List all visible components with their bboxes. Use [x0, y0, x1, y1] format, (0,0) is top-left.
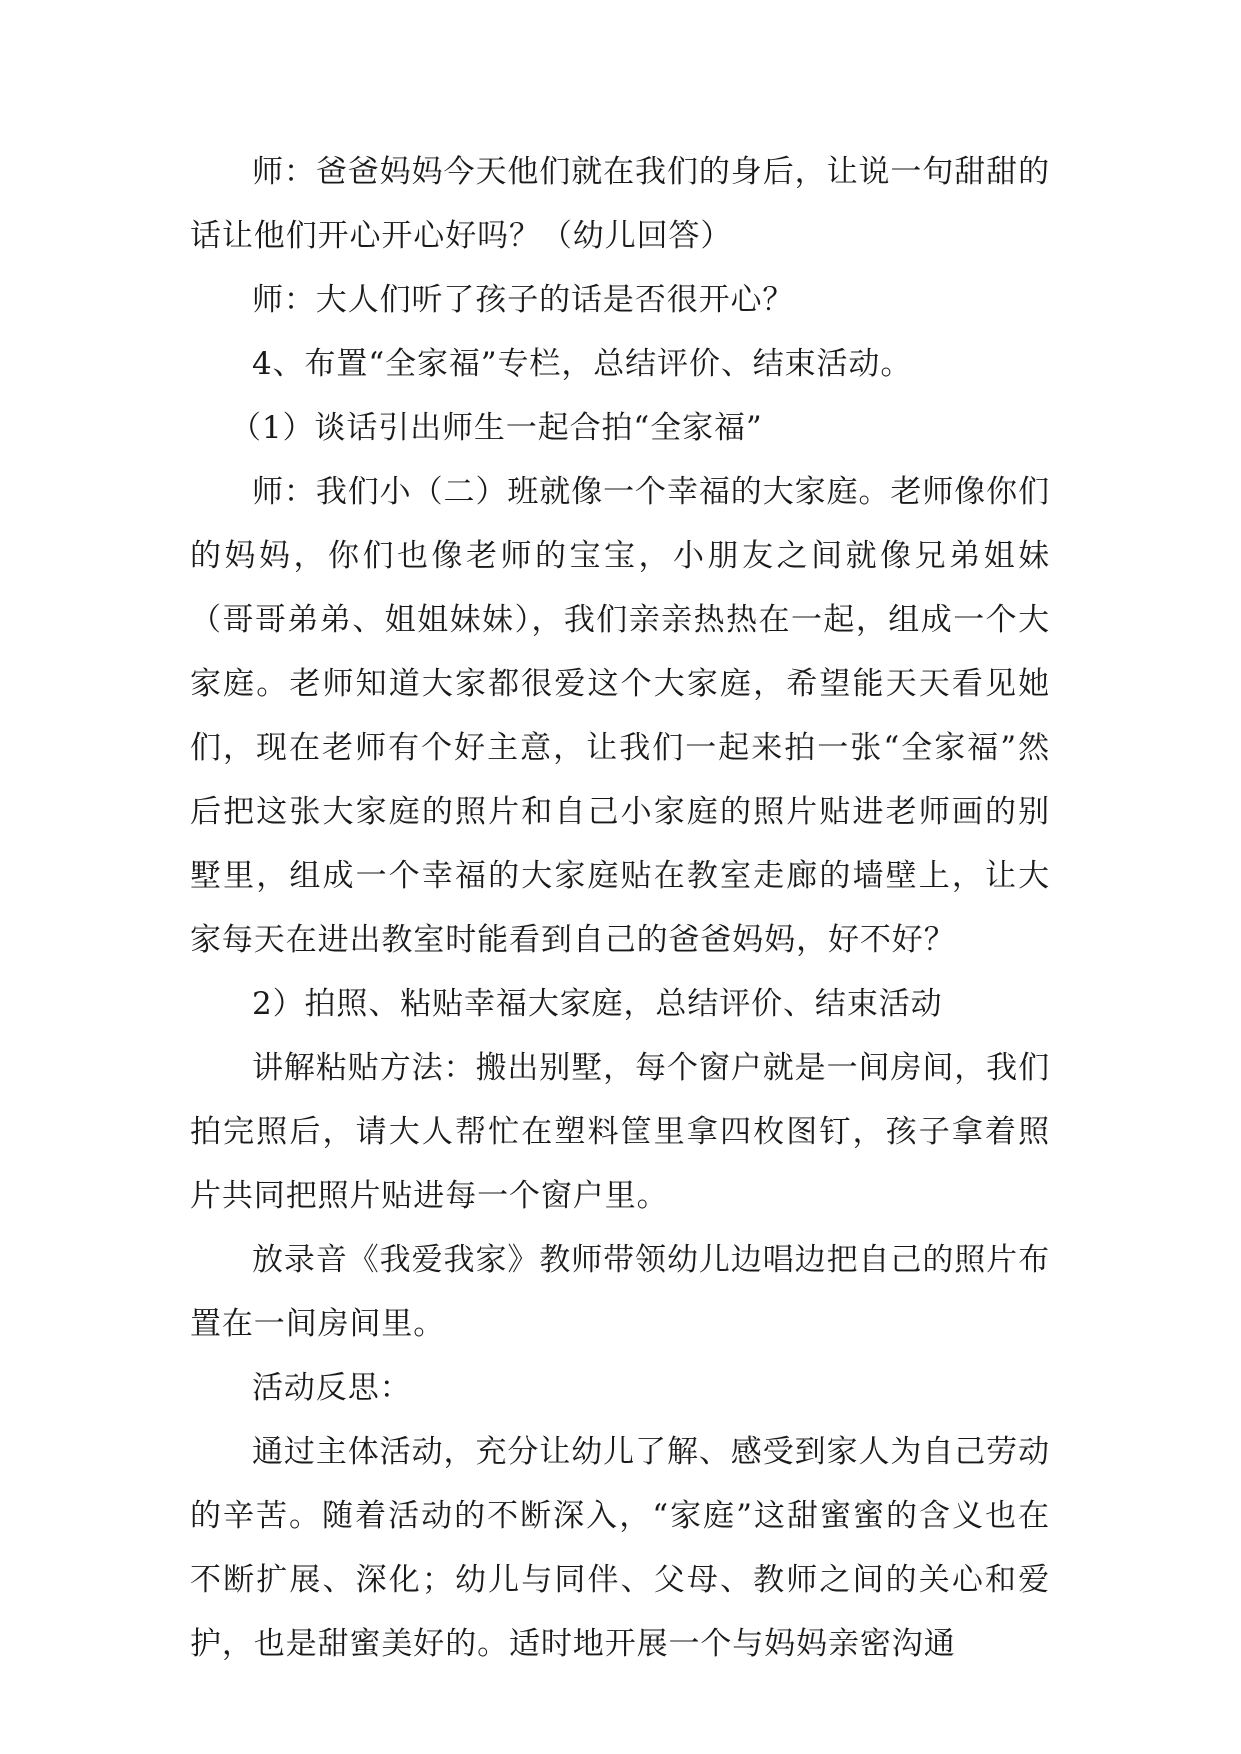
paragraph-substep-1-heading: （1）谈话引出师生一起合拍“全家福” — [230, 410, 763, 446]
paragraph-reflection-heading: 活动反思： — [252, 1370, 412, 1406]
paragraph-teacher-question: 师：大人们听了孩子的话是否很开心？ — [252, 282, 795, 318]
paragraph-substep-2-heading: 2）拍照、粘贴幸福大家庭，总结评价、结束活动 — [252, 986, 943, 1022]
paragraph-reflection-body: 通过主体活动，充分让幼儿了解、感受到家人为自己劳动的辛苦。随着活动的不断深入，“家庭”这甜蜜蜜的含义也在不断扩展、深化；幼儿与同伴、父母、教师之间的关心和爱护，也是甜蜜美好的。适时地开展一个与妈妈亲密沟通 — [190, 1434, 1050, 1662]
paragraph-step-4-heading: 4、布置“全家福”专栏，总结评价、结束活动。 — [252, 346, 913, 382]
paragraph-teacher-family-speech: 师：我们小（二）班就像一个幸福的大家庭。老师像你们的妈妈，你们也像老师的宝宝，小朋友之间就像兄弟姐妹（哥哥弟弟、姐姐妹妹），我们亲亲热热在一起，组成一个大家庭。老师知道大家都很爱这个大家庭，希望能天天看见她们，现在老师有个好主意，让我们一起来拍一张“全家福”然后把这张大家庭的照片和自己小家庭的照片贴进老师画的别墅里，组成一个幸福的大家庭贴在教室走廊的墙壁上，让大家每天在进出教室时能看到自己的爸爸妈妈，好不好？ — [190, 474, 1050, 958]
paragraph-pasting-method: 讲解粘贴方法：搬出别墅，每个窗户就是一间房间，我们拍完照后，请大人帮忙在塑料筐里拿四枚图钉，孩子拿着照片共同把照片贴进每一个窗户里。 — [190, 1050, 1050, 1214]
paragraph-music-activity: 放录音《我爱我家》教师带领幼儿边唱边把自己的照片布置在一间房间里。 — [190, 1242, 1050, 1342]
document-body — [190, 140, 1050, 1676]
paragraph-teacher-sweet-words: 师：爸爸妈妈今天他们就在我们的身后，让说一句甜甜的话让他们开心开心好吗？（幼儿回答） — [190, 154, 1050, 254]
